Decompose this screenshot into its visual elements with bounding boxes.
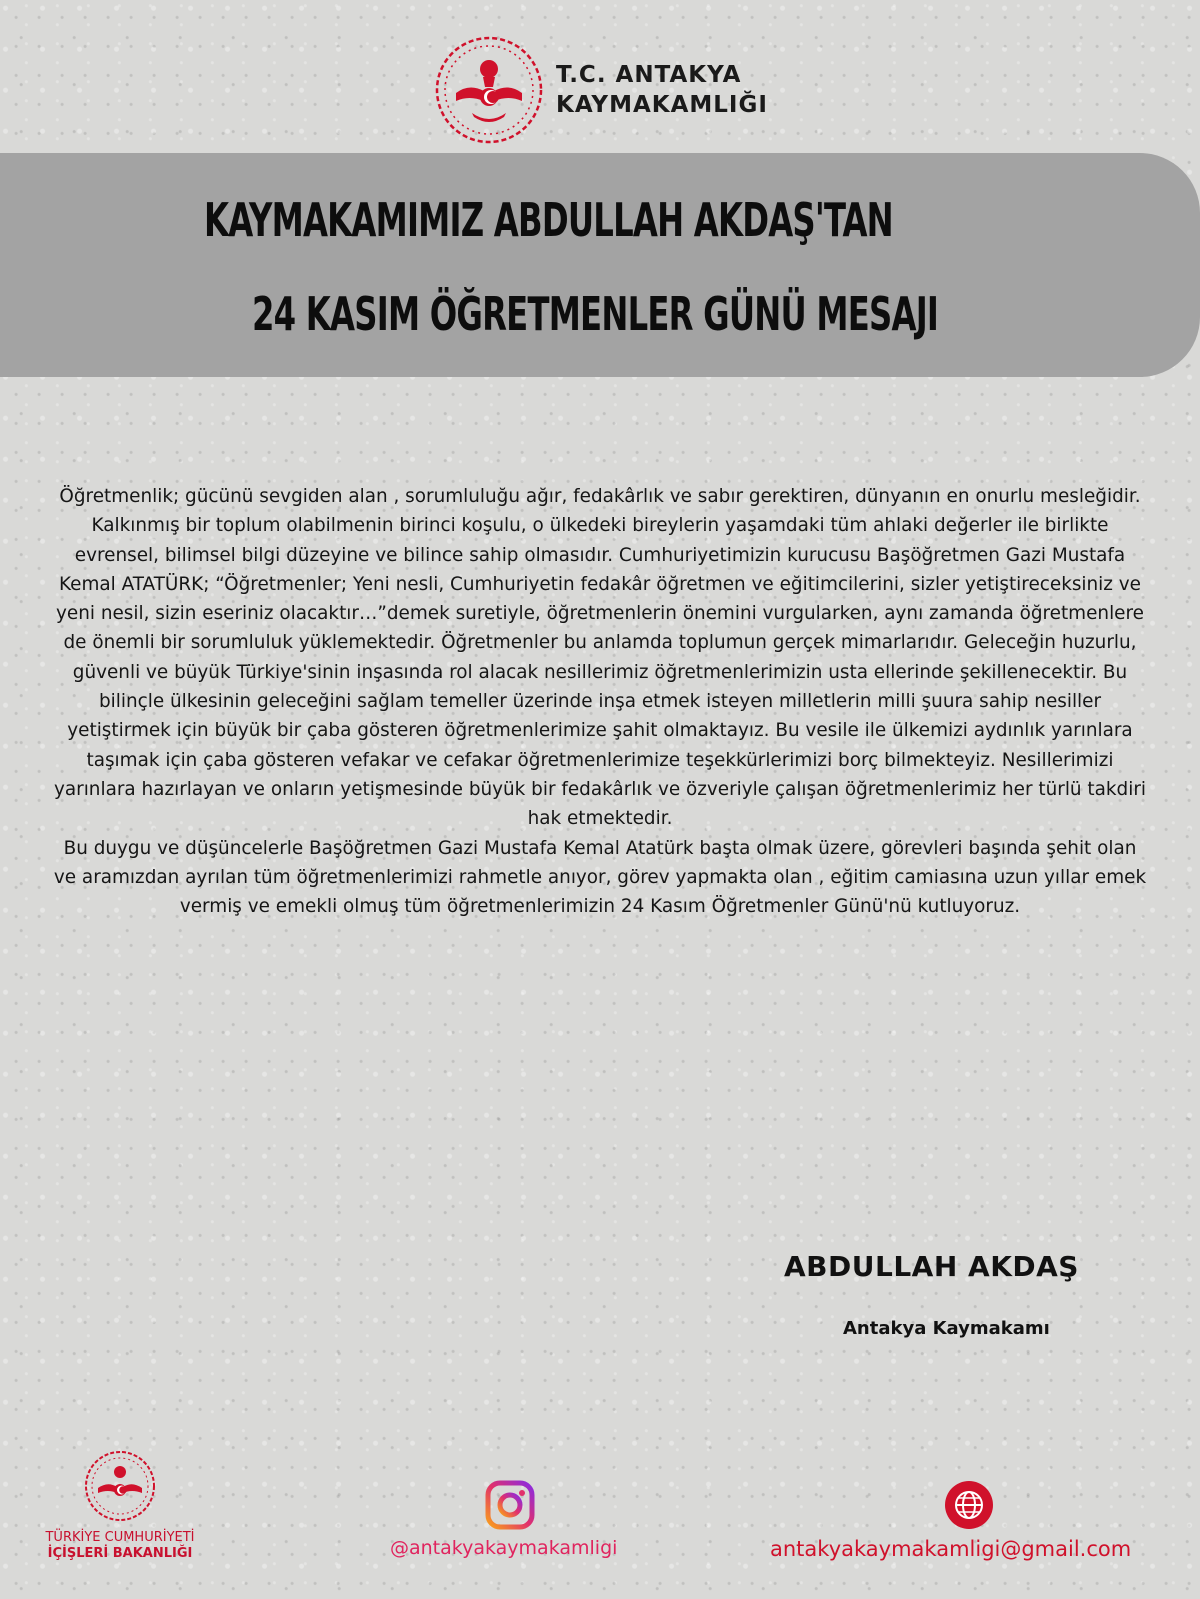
ministry-emblem-icon	[84, 1450, 156, 1522]
org-name	[556, 60, 768, 120]
republic-emblem-icon	[434, 35, 544, 145]
instagram-handle-link[interactable]: @antakyakaymakamligi	[390, 1537, 618, 1559]
page-title-line1: KAYMAKAMIMIZ ABDULLAH AKDAŞ'TAN	[204, 193, 893, 247]
message-paragraph-2: Bu duygu ve düşüncelerle Başöğretmen Gazi Mustafa Kemal Atatürk başta olmak üzere, görevleri başında şehit olan ve aramızdan ayrılan tüm öğretmenlerimizi rahmetle anıyor, görev yapmakta olan , eğitim camiasına uzun yıllar emek vermiş ve emekli olmuş tüm öğretmenlerimizin 24 Kasım Öğretmenler Günü'nü kutluyoruz.	[53, 837, 1147, 918]
globe-icon[interactable]	[944, 1480, 994, 1530]
instagram-icon[interactable]	[485, 1480, 535, 1530]
ministry-name-line1: TÜRKİYE CUMHURİYETİ	[45, 1530, 195, 1545]
signer-title: Antakya Kaymakamı	[843, 1318, 1050, 1339]
org-name-line1: T.C. ANTAKYA	[556, 62, 742, 88]
signer-name: ABDULLAH AKDAŞ	[784, 1250, 1079, 1283]
email-link[interactable]: antakyakaymakamligi@gmail.com	[770, 1537, 1132, 1561]
message-body	[50, 482, 1150, 921]
org-name-line2: KAYMAKAMLIĞI	[556, 92, 768, 118]
message-paragraph-1: Öğretmenlik; gücünü sevgiden alan , sorumluluğu ağır, fedakârlık ve sabır gerektiren, dünyanın en onurlu mesleğidir. Kalkınmış bir toplum olabilmenin birinci koşulu, o ülkedeki bireylerin yaşamdaki tüm ahlaki değerler ile birlikte evrensel, bilimsel bilgi düzeyine ve bilince sahip olmasıdır. Cumhuriyetimizin kurucusu Başöğretmen Gazi Mustafa Kemal ATATÜRK; “Öğretmenler; Yeni nesli, Cumhuriyetin fedakâr öğretmen ve eğitimcilerini, sizler yetiştireceksiniz ve yeni nesil, sizin eseriniz olacaktır…”demek suretiyle, öğretmenlerin önemini vurgularken, aynı zamanda öğretmenlere de önemli bir sorumluluk yüklemektedir. Öğretmenler bu anlamda toplumun gerçek mimarlarıdır. Geleceğin huzurlu, güvenli ve büyük Türkiye'sinin inşasında rol alacak nesillerimiz öğretmenlerimizin usta ellerinde şekillenecektir. Bu bilinçle ülkesinin geleceğini sağlam temeller üzerinde inşa etmek isteyen milletlerin milli şuura sahip nesiller yetiştirmek için büyük bir çaba gösteren öğretmenlerimize şahit olmaktayız. Bu vesile ile ülkemizi aydınlık yarınlara taşımak için çaba gösteren vefakar ve cefakar öğretmenlerimize teşekkürlerimizi borç bilmekteyiz. Nesillerimizi yarınlara hazırlayan ve onların yetişmesinde büyük bir fedakârlık ve özveriyle çalışan öğretmenlerimiz her türlü takdiri hak etmektedir.	[53, 486, 1147, 830]
title-band	[0, 153, 1200, 377]
ministry-name	[32, 1530, 208, 1562]
ministry-name-line2: İÇİŞLERİ BAKANLIĞI	[47, 1546, 193, 1561]
page-title-line2: 24 KASIM ÖĞRETMENLER GÜNÜ MESAJI	[252, 287, 939, 341]
